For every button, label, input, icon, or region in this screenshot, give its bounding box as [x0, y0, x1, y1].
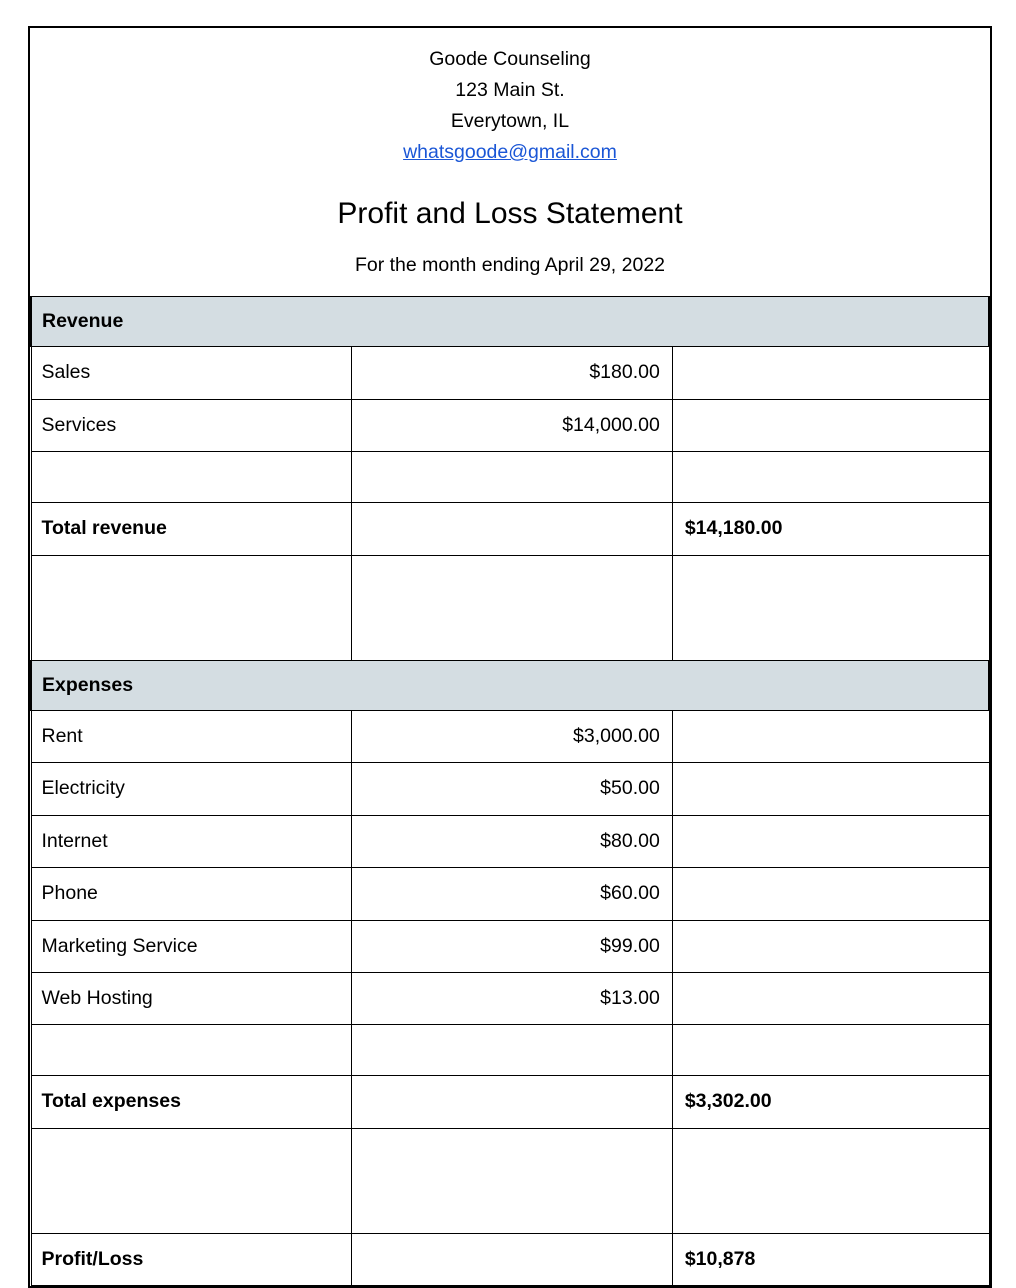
page-title: Profit and Loss Statement — [337, 197, 683, 230]
section-header-revenue: Revenue — [31, 297, 989, 347]
row-total-internet — [672, 815, 989, 867]
row-total-total-revenue: $14,180.00 — [672, 503, 989, 555]
row-label-profit-loss: Profit/Loss — [31, 1233, 352, 1285]
section-band-row-expenses — [31, 660, 989, 710]
table-row — [31, 868, 989, 920]
table-row — [31, 763, 989, 815]
document-header-row — [31, 28, 989, 297]
document-header — [31, 28, 989, 297]
row-amount-phone: $60.00 — [352, 868, 673, 920]
row-label-web-hosting: Web Hosting — [31, 972, 352, 1024]
section-header-expenses: Expenses — [31, 660, 989, 710]
profit-loss-table — [30, 28, 990, 1286]
row-amount-marketing-service: $99.00 — [352, 920, 673, 972]
table-row-spacer — [31, 1128, 989, 1233]
row-label-marketing-service: Marketing Service — [31, 920, 352, 972]
table-row — [31, 399, 989, 451]
row-amount-rent: $3,000.00 — [352, 710, 673, 762]
row-total-profit-loss: $10,878 — [672, 1233, 989, 1285]
row-amount-sales: $180.00 — [352, 347, 673, 399]
row-amount-profit-loss — [352, 1233, 673, 1285]
row-amount-total-expenses — [352, 1076, 673, 1128]
table-row — [31, 815, 989, 867]
row-label-services: Services — [31, 399, 352, 451]
row-label-rent: Rent — [31, 710, 352, 762]
table-row — [31, 972, 989, 1024]
spacer-cell-amount — [352, 1128, 673, 1233]
page-subtitle: For the month ending April 29, 2022 — [354, 254, 666, 276]
spacer-cell-total — [672, 1025, 989, 1076]
profit-loss-sheet — [28, 26, 992, 1288]
table-row — [31, 710, 989, 762]
row-label-total-revenue: Total revenue — [31, 503, 352, 555]
row-label-total-expenses: Total expenses — [31, 1076, 352, 1128]
row-amount-internet: $80.00 — [352, 815, 673, 867]
row-amount-electricity: $50.00 — [352, 763, 673, 815]
company-name: Goode Counseling — [429, 48, 591, 70]
table-row — [31, 920, 989, 972]
row-amount-services: $14,000.00 — [352, 399, 673, 451]
company-city-state: Everytown, IL — [450, 110, 570, 132]
spacer-cell-label — [31, 555, 352, 660]
row-total-web-hosting — [672, 972, 989, 1024]
spacer-cell-label — [31, 1025, 352, 1076]
row-label-electricity: Electricity — [31, 763, 352, 815]
company-street: 123 Main St. — [455, 79, 565, 101]
spacer-cell-amount — [352, 555, 673, 660]
table-row-spacer — [31, 452, 989, 503]
row-label-phone: Phone — [31, 868, 352, 920]
row-amount-total-revenue — [352, 503, 673, 555]
spacer-cell-total — [672, 452, 989, 503]
row-amount-web-hosting: $13.00 — [352, 972, 673, 1024]
spacer-cell-amount — [352, 1025, 673, 1076]
table-row-profit-loss — [31, 1233, 989, 1285]
table-row — [31, 347, 989, 399]
row-label-sales: Sales — [31, 347, 352, 399]
row-total-services — [672, 399, 989, 451]
company-email-link[interactable]: whatsgoode@gmail.com — [403, 141, 617, 163]
spacer-cell-label — [31, 452, 352, 503]
table-row-spacer — [31, 555, 989, 660]
section-band-row-revenue — [31, 297, 989, 347]
spacer-cell-amount — [352, 452, 673, 503]
row-total-rent — [672, 710, 989, 762]
table-row-total-revenue — [31, 503, 989, 555]
spacer-cell-total — [672, 555, 989, 660]
table-row-total-expenses — [31, 1076, 989, 1128]
row-total-phone — [672, 868, 989, 920]
row-label-internet: Internet — [31, 815, 352, 867]
spacer-cell-label — [31, 1128, 352, 1233]
row-total-electricity — [672, 763, 989, 815]
table-row-spacer — [31, 1025, 989, 1076]
spacer-cell-total — [672, 1128, 989, 1233]
row-total-sales — [672, 347, 989, 399]
row-total-total-expenses: $3,302.00 — [672, 1076, 989, 1128]
row-total-marketing-service — [672, 920, 989, 972]
